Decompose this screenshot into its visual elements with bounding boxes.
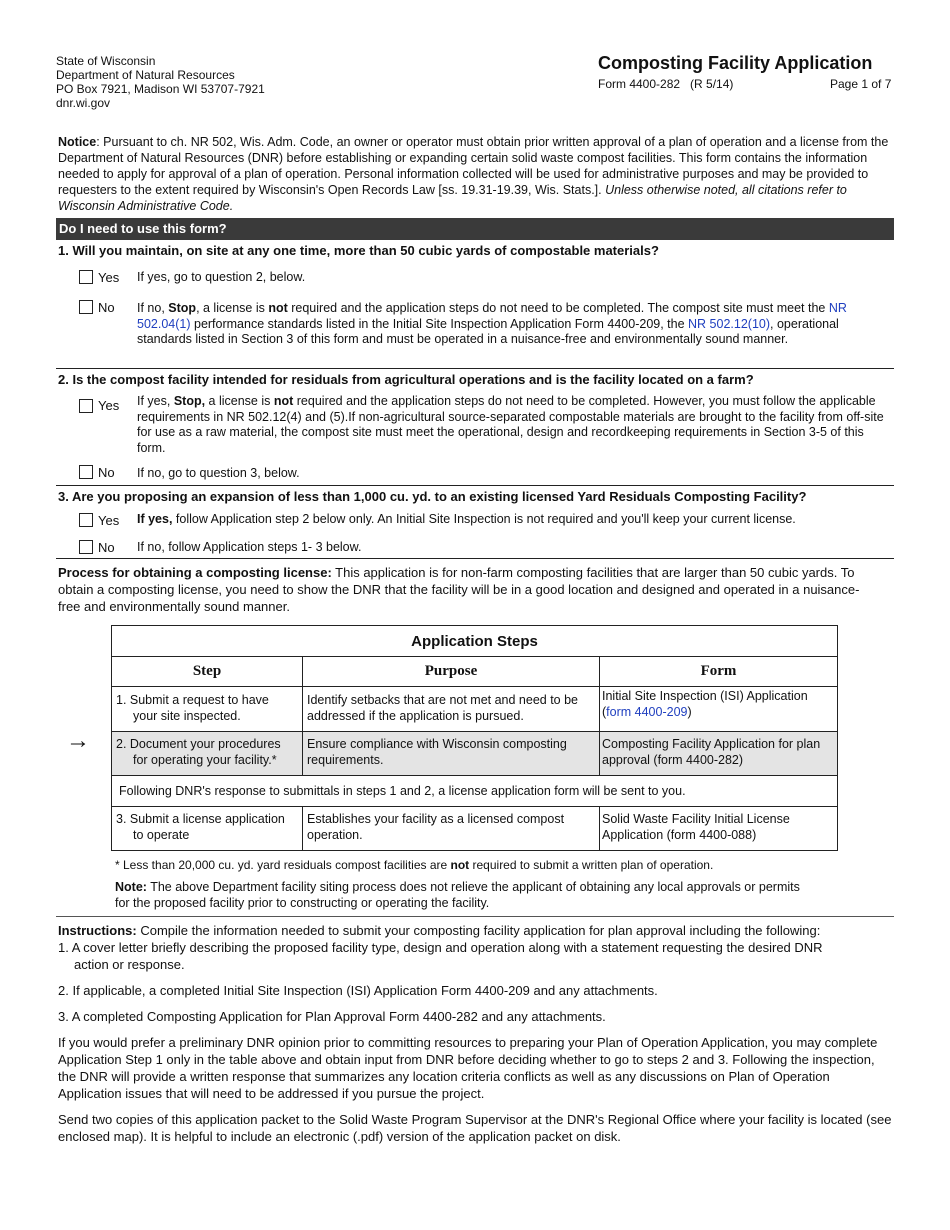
- notice-italic: Unless otherwise noted, all citations refer to Wisconsin Administrative Code.: [58, 183, 847, 213]
- q3-no-text: If no, follow Application steps 1- 3 below.: [137, 540, 362, 554]
- table-note: [115, 880, 815, 911]
- note-text: The above Department facility siting process does not relieve the applicant of obtaining any local approvals or permits for the proposed facility prior to constructing or operating the facility.: [115, 880, 800, 910]
- table-footnote: * Less than 20,000 cu. yd. yard residuals compost facilities are not required to submit a written plan of operation.: [115, 858, 714, 872]
- q1-yes-text: If yes, go to question 2, below.: [137, 270, 306, 284]
- form-cell: Solid Waste Facility Initial License Application (form 4400-088): [600, 807, 838, 851]
- process-label: Process for obtaining a composting license:: [58, 565, 332, 580]
- agency-line: PO Box 7921, Madison WI 53707-7921: [56, 82, 265, 96]
- application-steps-table: [111, 625, 838, 851]
- q2-yes-checkbox[interactable]: [79, 399, 93, 413]
- table-row: [112, 807, 838, 851]
- process-paragraph: [58, 564, 878, 615]
- divider: [56, 558, 894, 559]
- notice-paragraph: [58, 134, 890, 214]
- q1-no-label: No: [98, 300, 115, 315]
- info-cell: Following DNR's response to submittals in steps 1 and 2, a license application form will be sent to you.: [112, 776, 838, 807]
- instructions-paragraph: Send two copies of this application packet to the Solid Waste Program Supervisor at the DNR's Regional Office where your facility is located (see enclosed map). It is helpful to include an electronic (.pdf) version of the application packet on disk.: [58, 1112, 892, 1144]
- question-2: 2. Is the compost facility intended for residuals from agricultural operations and is the facility located on a farm?: [58, 372, 754, 387]
- instructions: [58, 922, 894, 1145]
- form-number: Form 4400-282 (R 5/14): [598, 77, 734, 91]
- instruction-item: 1. A cover letter briefly describing the proposed facility type, design and operation along with a statement requesting the desired DNR action or response.: [58, 940, 823, 972]
- q3-yes-text: If yes, follow Application step 2 below only. An Initial Site Inspection is not required and you'll keep your current license.: [137, 512, 796, 526]
- purpose-cell: Identify setbacks that are not met and need to be addressed if the application is pursued.: [303, 687, 600, 732]
- instructions-paragraph: If you would prefer a preliminary DNR opinion prior to committing resources to preparing your Plan of Operation Application, you may complete Application Step 1 only in the table above and obtain input from DNR before deciding whether to go to steps 2 and 3. Following the inspection, the DNR will provide a written response that summarizes any location criteria conflicts as well as any discussions on Plan of Operation Application issues that will need to be addressed if you pursue the project.: [58, 1035, 878, 1101]
- page-number: Page 1 of 7: [830, 77, 892, 91]
- q2-yes-label: Yes: [98, 398, 120, 413]
- q2-no-text: If no, go to question 3, below.: [137, 466, 300, 480]
- column-header-form: Form: [600, 657, 838, 687]
- divider: [56, 368, 894, 369]
- q2-no-checkbox[interactable]: [79, 465, 93, 479]
- q1-no-checkbox[interactable]: [79, 300, 93, 314]
- q2-no-label: No: [98, 465, 115, 480]
- step-cell: 2. Document your procedures for operating your facility.*: [112, 732, 303, 776]
- agency-line: Department of Natural Resources: [56, 68, 235, 82]
- table-caption: Application Steps: [112, 626, 838, 657]
- agency-address: [56, 54, 265, 110]
- q1-yes-label: Yes: [98, 270, 120, 285]
- instruction-item: 3. A completed Composting Application for Plan Approval Form 4400-282 and any attachments.: [58, 1009, 606, 1024]
- instruction-item: 2. If applicable, a completed Initial Site Inspection (ISI) Application Form 4400-209 and any attachments.: [58, 983, 658, 998]
- column-header-step: Step: [112, 657, 303, 687]
- form-title: Composting Facility Application: [598, 53, 873, 73]
- purpose-cell: Ensure compliance with Wisconsin composting requirements.: [303, 732, 600, 776]
- q1-no-text: If no, Stop, a license is not required and the application steps do not need to be completed. The compost site must meet the NR 502.04(1) performance standards listed in the Initial Site Inspection Application Form 4400-209, the NR 502.12(10), operational standards listed in Section 3 of this form and must be operated in a nuisance-free and environmentally sound manner.: [137, 301, 847, 347]
- q3-no-checkbox[interactable]: [79, 540, 93, 554]
- notice-label: Notice: [58, 135, 97, 149]
- q2-yes-text: If yes, Stop, a license is not required and the application steps do not need to be completed. However, you must follow the applicable requirements in NR 502.12(4) and (5).If non-agricultural source-separated compostable materials are brought to the facility from off-site for use as a raw material, the compost site must meet the operational, design and recordkeeping requirements in Section 3-5 of this form.: [137, 394, 884, 455]
- q3-yes-checkbox[interactable]: [79, 513, 93, 527]
- table-row: [112, 687, 838, 732]
- step-cell: 3. Submit a license application to operate: [112, 807, 303, 851]
- process-text: This application is for non-farm composting facilities that are larger than 50 cubic yards. To obtain a composting license, you need to show the DNR that the facility will be in a good location and designed and operated in a nuisance-free and environmentally sound manner.: [58, 565, 860, 614]
- q1-yes-checkbox[interactable]: [79, 270, 93, 284]
- table-row-current: [112, 732, 838, 776]
- form-cell: Composting Facility Application for plan approval (form 4400-282): [600, 732, 838, 776]
- q3-yes-label: Yes: [98, 513, 120, 528]
- table-row-spanning: [112, 776, 838, 807]
- instructions-intro: Instructions: Compile the information needed to submit your composting facility application for plan approval including the following:: [58, 923, 821, 938]
- agency-website: dnr.wi.gov: [56, 96, 111, 110]
- step-cell: 1. Submit a request to have your site inspected.: [112, 687, 303, 732]
- notice-text: : Pursuant to ch. NR 502, Wis. Adm. Code, an owner or operator must obtain prior written approval of a plan of operation and a license from the Department of Natural Resources (DNR) before establishing or expanding certain solid waste compost facilities. This form contains the information needed to apply for approval of a plan of operation. Personal information collected will be used for administrative purposes and may be provided to requesters to the extent required by Wisconsin's Open Records Law [ss. 19.31-19.39, Wis. Stats.].: [58, 135, 889, 197]
- current-step-arrow-icon: →: [66, 727, 90, 754]
- column-header-purpose: Purpose: [303, 657, 600, 687]
- divider: [56, 485, 894, 486]
- instructions-label: Instructions:: [58, 923, 137, 938]
- q3-no-label: No: [98, 540, 115, 555]
- divider: [56, 916, 894, 917]
- form-4400-209-link[interactable]: form 4400-209: [606, 704, 688, 719]
- form-cell: Initial Site Inspection (ISI) Application (form 4400-209): [600, 687, 838, 732]
- section-header: Do I need to use this form?: [56, 218, 894, 240]
- nr-502-04-link[interactable]: NR 502.04(1): [137, 301, 847, 331]
- agency-line: State of Wisconsin: [56, 54, 156, 68]
- note-label: Note:: [115, 880, 147, 894]
- question-1: 1. Will you maintain, on site at any one time, more than 50 cubic yards of compostable materials?: [58, 243, 659, 258]
- purpose-cell: Establishes your facility as a licensed compost operation.: [303, 807, 600, 851]
- nr-502-12-link[interactable]: NR 502.12(10): [688, 316, 771, 331]
- question-3: 3. Are you proposing an expansion of less than 1,000 cu. yd. to an existing licensed Yard Residuals Composting Facility?: [58, 489, 807, 504]
